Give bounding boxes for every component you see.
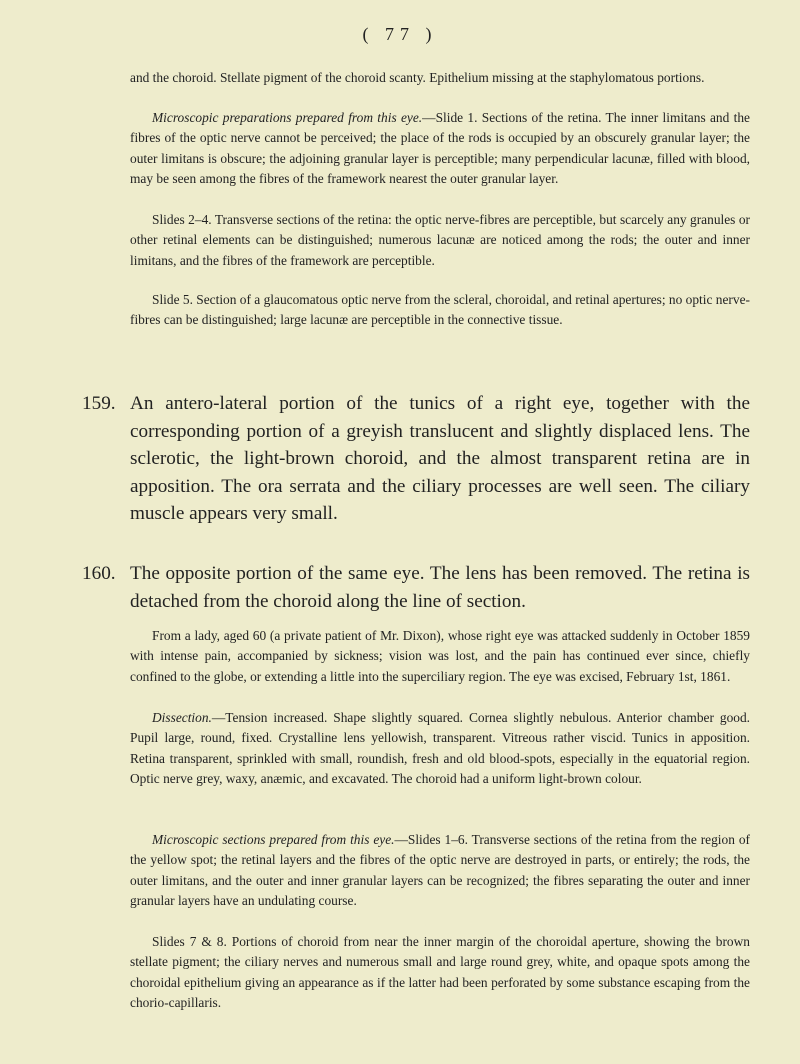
slides-7-8-paragraph: Slides 7 & 8. Portions of choroid from near the inner margin of the choroidal aperture, showing the brown stellate pigment; the ciliary nerves and numerous small and large round grey, white, and opaque spots among the choroidal epithelium giving an appearance as if the latter had been perforated by some substance escaping from the chorio-capillaris. xyxy=(130,934,750,1011)
catalogue-entry-159 xyxy=(82,390,750,528)
dissection-text: —Tension increased. Shape slightly squared. Cornea slightly nebulous. Anterior chamber good. Pupil large, round, fixed. Crystalline lens yellowish, transparent. Vitreous rather viscid. Tunics in apposition. Retina transparent, sprinkled with small, roundish, fresh and old blood-spots, especially in the equatorial region. Optic nerve grey, waxy, anæmic, and excavated. The choroid had a uniform light-brown colour. xyxy=(130,710,750,787)
microscopic-preparations-text: —Slide 1. Sections of the retina. The inner limitans and the fibres of the optic nerve cannot be perceived; the place of the rods is occupied by an obscurely granular layer; the outer limitans is obscure; the adjoining granular layer is perceptible; many perpendicular lacunæ, filled with blood, may be seen among the fibres of the framework nearest the outer granular layer. xyxy=(130,110,750,187)
entry-160-text: The opposite portion of the same eye. The lens has been removed. The retina is detached from the choroid along the line of section. xyxy=(130,563,750,612)
page-number: ( 77 ) xyxy=(362,24,438,44)
dissection-label: Dissection. xyxy=(152,710,212,725)
case-history-paragraph: From a lady, aged 60 (a private patient of Mr. Dixon), whose right eye was attacked suddenly in October 1859 with intense pain, accompanied by sickness; vision was lost, and the pain has continued ever since, chiefly confined to the globe, or extending a little into the superciliary region. The eye was excised, February 1st, 1861. xyxy=(130,628,750,684)
microscopic-preparations-paragraph xyxy=(130,108,750,190)
catalogue-entry-160 xyxy=(82,560,750,615)
microscopic-sections-paragraph xyxy=(130,830,750,912)
microscopic-preparations-label: Microscopic preparations prepared from this eye. xyxy=(152,110,423,125)
case-text-continued: and the choroid. Stellate pigment of the choroid scanty. Epithelium missing at the staphylomatous portions. xyxy=(130,70,705,85)
microscopic-sections-text: —Slides 1–6. Transverse sections of the retina from the region of the yellow spot; the retinal layers and the fibres of the optic nerve are destroyed in parts, or entirely; the rods, the outer limitans, and the outer and inner granular layers can be recognized; the fibres separating the outer and inner granular layers have an undulating course. xyxy=(130,832,750,909)
microscopic-sections-label: Microscopic sections prepared from this eye. xyxy=(152,832,395,847)
entry-number-160: 160. xyxy=(82,563,116,584)
slide-5-paragraph: Slide 5. Section of a glaucomatous optic nerve from the scleral, choroidal, and retinal apertures; no optic nerve-fibres can be distinguished; large lacunæ are perceptible in the connective tissue. xyxy=(130,292,750,328)
dissection-paragraph xyxy=(130,708,750,790)
entry-number-159: 159. xyxy=(82,393,116,414)
slides-2-4-paragraph: Slides 2–4. Transverse sections of the retina: the optic nerve-fibres are perceptible, but scarcely any granules or other retinal elements can be distinguished; numerous lacunæ are noticed among the rods; the outer and inner limitans, and the fibres of the framework are perceptible. xyxy=(130,212,750,268)
entry-159-text: An antero-lateral portion of the tunics of a right eye, together with the corresponding portion of a greyish translucent and slightly displaced lens. The sclerotic, the light-brown choroid, and the almost transparent retina are in apposition. The ora serrata and the ciliary processes are well seen. The ciliary muscle appears very small. xyxy=(130,393,750,524)
